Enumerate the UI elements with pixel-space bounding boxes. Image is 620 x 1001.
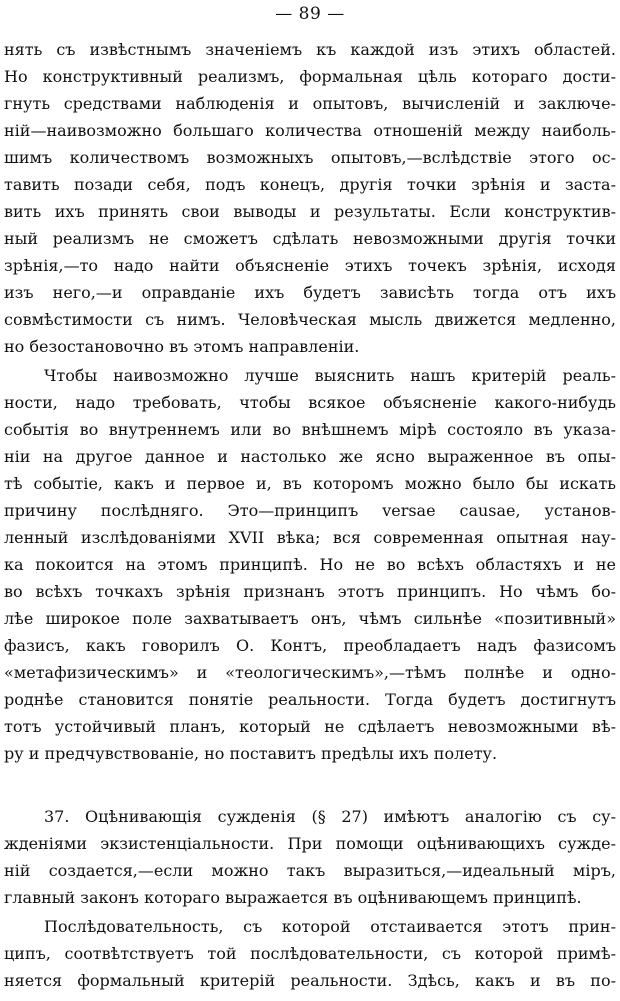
text-line: ципъ, соотвѣтствуетъ той послѣдовательности, съ которой примѣ- xyxy=(4,944,616,963)
text-line: Но конструктивный реализмъ, формальная цѣль котораго дости- xyxy=(4,67,616,86)
text-line: лѣе широкое поле захватываетъ онъ, чѣмъ сильнѣе «позитивный» xyxy=(4,609,616,628)
text-line: причину послѣдняго. Это—принципъ versae causae, установ- xyxy=(4,501,616,520)
section-37-start: 37. Оцѣнивающія сужденія (§ 27) имѣютъ аналогію съ су- xyxy=(44,807,616,826)
text-line: роднѣе становится понятіе реальности. Тогда будетъ достигнутъ xyxy=(4,690,616,709)
text-line: тѣ событіе, какъ и первое и, въ которомъ можно было бы искать xyxy=(4,474,616,493)
text-line: няется формальный критерій реальности. Здѣсь, какъ и въ по- xyxy=(4,971,616,990)
text-line: шимъ количествомъ возможныхъ опытовъ,—вслѣдствіе этого ос- xyxy=(4,148,616,167)
text-line: нять съ извѣстнымъ значеніемъ къ каждой изъ этихъ областей. xyxy=(4,40,616,59)
text-line: Послѣдовательность, съ которой отстаивается этотъ прин- xyxy=(44,917,616,936)
text-line: ній создается,—если можно такъ выразиться,—идеальный міръ, xyxy=(4,861,616,880)
text-line: ности, надо требовать, чтобы всякое объясненіе какого-нибудь xyxy=(4,393,616,412)
text-line: «метафизическимъ» и «теологическимъ»,—тѣмъ полнѣе и одно- xyxy=(4,663,616,682)
text-line: тотъ устойчивый планъ, который не сдѣлаетъ невозможными вѣ- xyxy=(4,717,616,736)
text-line: во всѣхъ точкахъ зрѣнія признанъ этотъ принципъ. Но чѣмъ бо- xyxy=(4,582,616,601)
text-line: ній—наивозможно большаго количества отношеній между наиболь- xyxy=(4,121,616,140)
text-line: изъ него,—и оправданіе ихъ будетъ зависѣть тогда отъ ихъ xyxy=(4,283,616,302)
text-line: ка покоится на этомъ принципѣ. Но не во всѣхъ областяхъ и не xyxy=(4,555,616,574)
text-line: ленный изслѣдованіями XVII вѣка; вся современная опытная нау- xyxy=(4,528,616,547)
text-line: главный законъ котораго выражается въ оцѣнивающемъ принципѣ. xyxy=(4,888,582,907)
text-line: событія во внутреннемъ или во внѣшнемъ мірѣ состояло въ указа- xyxy=(4,420,616,439)
text-line: зрѣнія,—то надо найти объясненіе этихъ точекъ зрѣнія, исходя xyxy=(4,256,616,275)
text-line: ру и предчувствованіе, но поставитъ предѣлы ихъ полету. xyxy=(4,744,498,763)
text-line: фазисъ, какъ говорилъ О. Контъ, преобладаетъ надъ фазисомъ xyxy=(4,636,616,655)
page-number: — 89 — xyxy=(275,4,345,24)
text-line: ный реализмъ не сможетъ сдѣлать невозможными другія точки xyxy=(4,229,616,248)
text-line: но безостановочно въ этомъ направленіи. xyxy=(4,337,360,356)
text-line: жденіями экзистенціальности. При помощи оцѣнивающихъ сужде- xyxy=(4,834,616,853)
text-line: совмѣстимости съ нимъ. Человѣческая мысль движется медленно, xyxy=(4,310,616,329)
text-line: тавить позади себя, подъ конецъ, другія точки зрѣнія и застa- xyxy=(4,175,616,194)
text-line: ніи на другое данное и настолько же ясно выраженное въ опы- xyxy=(4,447,616,466)
text-line: вить ихъ принять свои выводы и результаты. Если конструктив- xyxy=(4,202,616,221)
text-line: Чтобы наивозможно лучше выяснить нашъ критерій реаль- xyxy=(44,366,616,385)
text-line: гнуть средствами наблюденія и опытовъ, вычисленій и заключе- xyxy=(4,94,616,113)
